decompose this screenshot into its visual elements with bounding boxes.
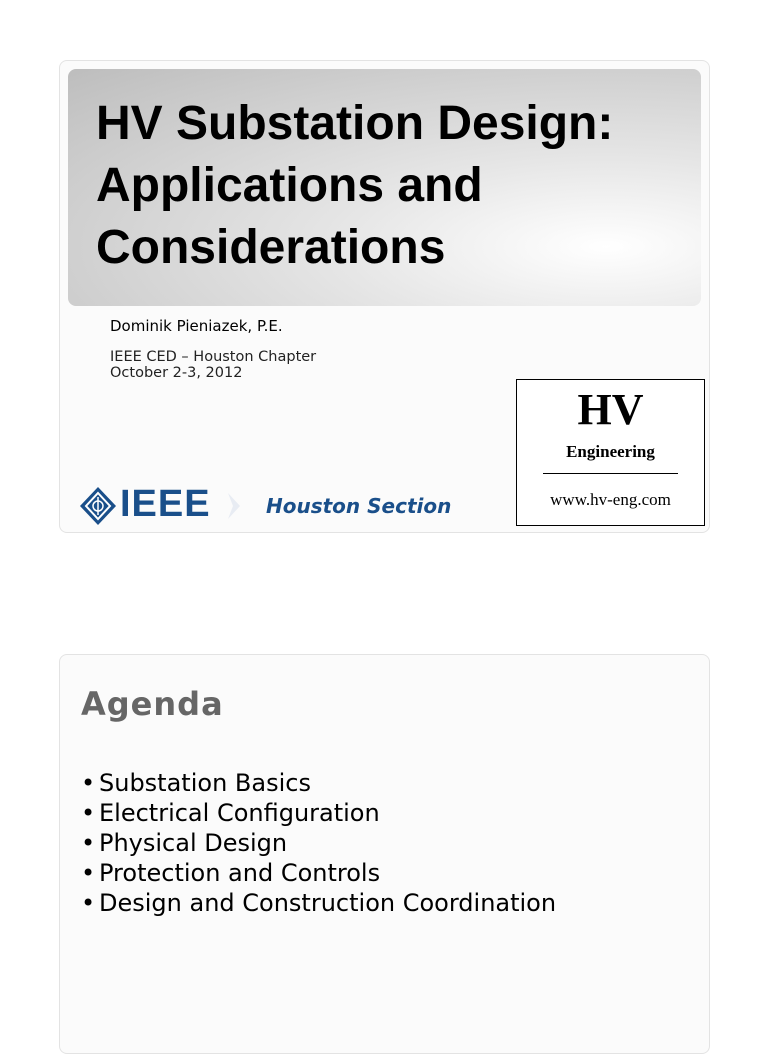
event-line: IEEE CED – Houston Chapter (110, 349, 317, 365)
bullet-icon: • (81, 889, 96, 917)
list-item-label: Electrical Configuration (99, 799, 380, 827)
title-slide (59, 60, 710, 533)
list-item (81, 888, 556, 918)
list-item (81, 768, 556, 798)
section-label: Houston Section (266, 494, 452, 518)
list-item (81, 858, 556, 888)
hv-logo-mark: HV (577, 385, 644, 434)
hv-logo-url: www.hv-eng.com (550, 490, 671, 509)
agenda-list (81, 768, 556, 918)
list-item-label: Design and Construction Coordination (99, 889, 557, 917)
hv-logo-subtitle: Engineering (566, 442, 655, 461)
list-item-label: Protection and Controls (99, 859, 381, 887)
slide-title-line: HV Substation Design: (96, 97, 614, 150)
bullet-icon: • (81, 859, 96, 887)
bullet-icon: • (81, 829, 96, 857)
list-item-label: Physical Design (99, 829, 288, 857)
bullet-icon: • (81, 799, 96, 827)
hv-engineering-logo (516, 379, 705, 526)
list-item-label: Substation Basics (99, 769, 311, 797)
title-banner (68, 69, 701, 306)
agenda-slide (59, 654, 710, 1054)
agenda-title: Agenda (81, 685, 224, 723)
slide-title-line: Applications and (96, 159, 483, 212)
ieee-wordmark: IEEE (120, 483, 211, 525)
author-name: Dominik Pieniazek, P.E. (110, 317, 283, 335)
event-info (110, 349, 316, 381)
slide-title-line: Considerations (96, 221, 446, 274)
hv-logo-divider (543, 473, 678, 474)
slide-title (96, 93, 696, 279)
bullet-icon: • (81, 769, 96, 797)
list-item (81, 798, 556, 828)
list-item (81, 828, 556, 858)
event-line: October 2-3, 2012 (110, 365, 243, 381)
